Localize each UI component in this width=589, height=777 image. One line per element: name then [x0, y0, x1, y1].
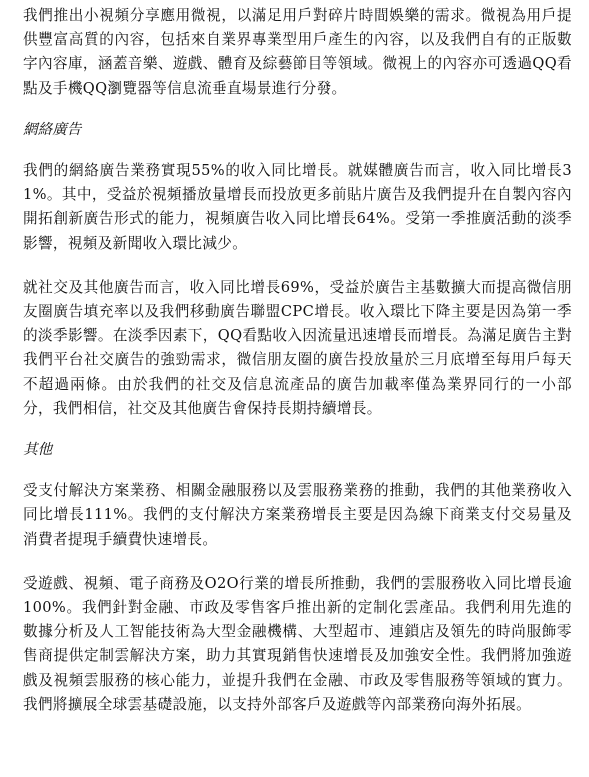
others-paragraph-2: 受遊戲、視頻、電子商務及O2O行業的增長所推動，我們的雲服務收入同比增長逾100%。我們針對金融、市政及零售客戶推出新的定制化雲產品。我們利用先進的數據分析及人工智能技術為大型金融機構、大型超市、連鎖店及領先的時尚服飾零售商提供定制雲解決方案，助力其實現銷售快速增長及加強安全性。我們將加強遊戲及視頻雲服務的核心能力，並提升我們在金融、市政及零售服務等領域的實力。我們將擴展全球雲基礎設施，以支持外部客戶及遊戲等內部業務向海外拓展。: [23, 574, 572, 713]
online-ads-paragraph-2: 就社交及其他廣告而言，收入同比增長69%，受益於廣告主基數擴大而提高微信朋友圈廣告填充率以及我們移動廣告聯盟CPC增長。收入環比下降主要是因為第一季的淡季影響。在淡季因素下，QQ看點收入因流量迅速增長而增長。為滿足廣告主對我們平台社交廣告的強勁需求，微信朋友圈的廣告投放量於三月底增至每用戶每天不超過兩條。由於我們的社交及信息流產品的廣告加載率僅為業界同行的一小部分，我們相信，社交及其他廣告會保持長期持續增長。: [23, 278, 572, 417]
online-ads-paragraph-1: 我們的網絡廣告業務實現55%的收入同比增長。就媒體廣告而言，收入同比增長31%。其中，受益於視頻播放量增長而投放更多前貼片廣告及我們提升在自製內容內開拓創新廣告形式的能力，視頻廣告收入同比增長64%。受第一季推廣活動的淡季影響，視頻及新聞收入環比減少。: [23, 162, 572, 252]
others-paragraph-1: 受支付解決方案業務、相關金融服務以及雲服務業務的推動，我們的其他業務收入同比增長111%。我們的支付解決方案業務增長主要是因為線下商業支付交易量及消費者提現手續費快速增長。: [23, 482, 572, 548]
section-heading-online-advertising: 網絡廣告: [23, 120, 82, 138]
section-heading-others: 其他: [23, 441, 53, 459]
intro-paragraph: 我們推出小視頻分享應用微視，以滿足用戶對碎片時間娛樂的需求。微視為用戶提供豐富高質的內容，包括來自業界專業型用戶產生的內容，以及我們自有的正版數字內容庫，涵蓋音樂、遊戲、體育及綜藝節目等領域。微視上的內容亦可透過QQ看點及手機QQ瀏覽器等信息流垂直場景進行分發。: [23, 7, 572, 97]
document-page: [23, 4, 572, 717]
